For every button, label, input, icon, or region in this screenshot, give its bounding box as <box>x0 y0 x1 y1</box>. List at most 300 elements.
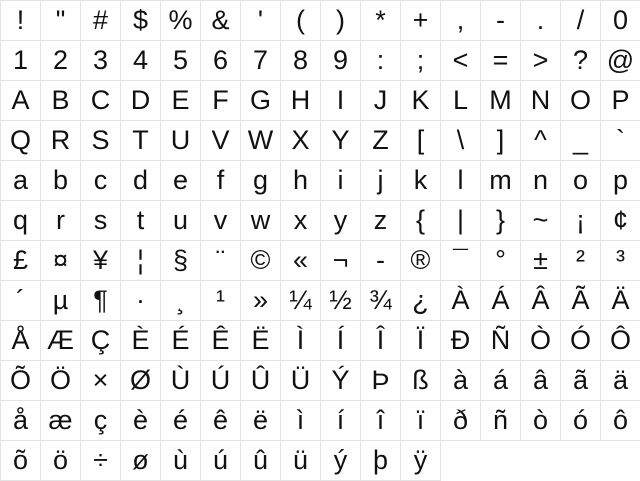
glyph: ² <box>576 245 585 275</box>
glyph-cell[interactable] <box>441 161 481 201</box>
glyph: ö <box>52 445 69 475</box>
glyph: ¢ <box>612 205 629 235</box>
glyph: 0 <box>612 5 629 35</box>
glyph-cell[interactable] <box>401 401 441 441</box>
glyph-cell[interactable] <box>241 281 281 321</box>
glyph: V <box>211 125 230 155</box>
glyph-cell[interactable] <box>481 241 521 281</box>
glyph-cell[interactable] <box>401 281 441 321</box>
glyph-cell[interactable] <box>601 1 640 41</box>
glyph-cell[interactable] <box>561 41 601 81</box>
glyph: Ö <box>49 365 71 395</box>
glyph-cell[interactable] <box>161 41 201 81</box>
glyph-cell[interactable] <box>241 1 281 41</box>
glyph: c <box>93 165 108 195</box>
glyph-cell[interactable] <box>161 1 201 41</box>
glyph: 2 <box>52 45 69 75</box>
glyph: _ <box>572 125 589 155</box>
glyph: * <box>375 5 386 35</box>
glyph-cell[interactable] <box>1 81 41 121</box>
glyph: s <box>93 205 108 235</box>
glyph: ä <box>612 365 629 395</box>
glyph-cell[interactable] <box>481 401 521 441</box>
glyph-cell[interactable] <box>281 321 321 361</box>
glyph: ` <box>616 125 625 155</box>
glyph: Þ <box>371 365 390 395</box>
glyph: ? <box>572 45 589 75</box>
glyph: Ü <box>290 365 311 395</box>
glyph-cell[interactable] <box>441 121 481 161</box>
glyph-cell[interactable] <box>521 241 561 281</box>
glyph-cell[interactable] <box>521 81 561 121</box>
glyph-cell[interactable] <box>121 81 161 121</box>
glyph-cell[interactable] <box>161 241 201 281</box>
glyph-cell[interactable] <box>521 1 561 41</box>
glyph-cell[interactable] <box>321 121 361 161</box>
glyph-cell[interactable] <box>121 281 161 321</box>
glyph: ë <box>252 405 269 435</box>
glyph-cell[interactable] <box>81 441 121 481</box>
glyph-cell[interactable] <box>241 81 281 121</box>
glyph-cell[interactable] <box>161 161 201 201</box>
glyph-cell[interactable] <box>481 81 521 121</box>
glyph-cell[interactable] <box>201 201 241 241</box>
glyph: Î <box>376 325 385 355</box>
glyph-cell[interactable] <box>441 241 481 281</box>
glyph-cell[interactable] <box>521 41 561 81</box>
glyph: ø <box>132 445 149 475</box>
glyph: ô <box>612 405 629 435</box>
glyph-cell[interactable] <box>201 401 241 441</box>
glyph: æ <box>48 405 73 435</box>
glyph-cell[interactable] <box>601 401 640 441</box>
glyph-cell[interactable] <box>321 361 361 401</box>
glyph-cell[interactable] <box>201 41 241 81</box>
glyph: ò <box>532 405 549 435</box>
glyph-cell[interactable] <box>401 361 441 401</box>
glyph: Ã <box>571 285 590 315</box>
glyph-cell[interactable] <box>361 241 401 281</box>
glyph-cell[interactable] <box>281 161 321 201</box>
glyph: ÷ <box>93 445 108 475</box>
glyph: x <box>293 205 308 235</box>
glyph-cell[interactable] <box>121 121 161 161</box>
glyph-cell[interactable] <box>41 81 81 121</box>
glyph: 1 <box>12 45 29 75</box>
glyph-cell[interactable] <box>201 1 241 41</box>
glyph-cell[interactable] <box>401 41 441 81</box>
glyph-cell[interactable] <box>281 441 321 481</box>
glyph-cell[interactable] <box>481 121 521 161</box>
glyph-cell[interactable] <box>521 321 561 361</box>
glyph-cell[interactable] <box>361 361 401 401</box>
glyph: 4 <box>132 45 149 75</box>
glyph-cell[interactable] <box>361 121 401 161</box>
glyph: è <box>132 405 149 435</box>
glyph-cell[interactable] <box>441 361 481 401</box>
glyph-cell[interactable] <box>561 161 601 201</box>
glyph-cell[interactable] <box>401 241 441 281</box>
glyph-cell[interactable] <box>1 241 41 281</box>
glyph-cell[interactable] <box>361 201 401 241</box>
glyph-cell[interactable] <box>601 161 640 201</box>
glyph: 6 <box>212 45 229 75</box>
glyph: z <box>373 205 388 235</box>
glyph: ¥ <box>92 245 109 275</box>
glyph: b <box>52 165 69 195</box>
glyph-cell[interactable] <box>241 41 281 81</box>
glyph-cell[interactable] <box>321 321 361 361</box>
glyph-cell[interactable] <box>601 241 640 281</box>
glyph-cell[interactable] <box>401 121 441 161</box>
glyph-cell[interactable] <box>281 81 321 121</box>
glyph-cell[interactable] <box>561 201 601 241</box>
glyph: M <box>489 85 512 115</box>
glyph-cell[interactable] <box>601 281 640 321</box>
glyph: L <box>452 85 469 115</box>
glyph-cell[interactable] <box>401 201 441 241</box>
glyph-cell[interactable] <box>561 321 601 361</box>
glyph-cell[interactable] <box>281 1 321 41</box>
glyph-cell[interactable] <box>321 201 361 241</box>
glyph-cell[interactable] <box>121 241 161 281</box>
glyph-cell[interactable] <box>1 1 41 41</box>
glyph: U <box>170 125 191 155</box>
glyph: C <box>90 85 111 115</box>
glyph-cell[interactable] <box>121 441 161 481</box>
glyph-cell[interactable] <box>1 41 41 81</box>
glyph: Ò <box>529 325 551 355</box>
glyph-cell[interactable] <box>241 201 281 241</box>
glyph-cell[interactable] <box>521 161 561 201</box>
glyph-cell[interactable] <box>41 41 81 81</box>
glyph-cell[interactable] <box>81 161 121 201</box>
glyph: ¬ <box>332 245 349 275</box>
glyph: + <box>412 5 429 35</box>
glyph-cell[interactable] <box>201 241 241 281</box>
glyph-cell[interactable] <box>241 121 281 161</box>
glyph: Õ <box>9 365 31 395</box>
glyph-cell[interactable] <box>601 121 640 161</box>
glyph-cell[interactable] <box>81 401 121 441</box>
glyph-cell[interactable] <box>41 441 81 481</box>
glyph-cell[interactable] <box>401 1 441 41</box>
glyph: t <box>136 205 145 235</box>
glyph-cell[interactable] <box>121 201 161 241</box>
glyph-cell[interactable] <box>361 1 401 41</box>
glyph-cell[interactable] <box>401 81 441 121</box>
glyph: ; <box>416 45 425 75</box>
glyph-cell[interactable] <box>321 241 361 281</box>
glyph-cell[interactable] <box>241 441 281 481</box>
glyph: 9 <box>332 45 349 75</box>
glyph-cell[interactable] <box>81 41 121 81</box>
glyph: i <box>337 165 344 195</box>
glyph-cell[interactable] <box>201 81 241 121</box>
glyph-cell[interactable] <box>521 361 561 401</box>
glyph-cell[interactable] <box>441 1 481 41</box>
glyph: ½ <box>329 285 352 315</box>
glyph-cell[interactable] <box>361 161 401 201</box>
glyph: j <box>377 165 384 195</box>
glyph-cell[interactable] <box>41 121 81 161</box>
glyph: Ú <box>210 365 231 395</box>
glyph-cell[interactable] <box>81 361 121 401</box>
glyph: 5 <box>172 45 189 75</box>
glyph: â <box>532 365 549 395</box>
glyph-cell[interactable] <box>321 1 361 41</box>
glyph: à <box>452 365 469 395</box>
glyph: q <box>12 205 29 235</box>
glyph: / <box>576 5 585 35</box>
glyph: È <box>131 325 150 355</box>
glyph: ý <box>333 445 348 475</box>
glyph-cell[interactable] <box>121 1 161 41</box>
glyph-cell[interactable] <box>401 161 441 201</box>
glyph: { <box>415 205 426 235</box>
glyph-cell[interactable] <box>1 401 41 441</box>
glyph-cell[interactable] <box>601 81 640 121</box>
glyph-cell[interactable] <box>601 201 640 241</box>
glyph: a <box>12 165 29 195</box>
glyph-cell[interactable] <box>321 161 361 201</box>
glyph-cell[interactable] <box>121 401 161 441</box>
glyph-cell[interactable] <box>1 281 41 321</box>
glyph-cell[interactable] <box>161 121 201 161</box>
glyph-cell[interactable] <box>121 161 161 201</box>
glyph-cell[interactable] <box>321 41 361 81</box>
glyph-cell[interactable] <box>1 441 41 481</box>
glyph-cell[interactable] <box>161 401 201 441</box>
glyph-cell[interactable] <box>361 81 401 121</box>
glyph: ¶ <box>93 285 108 315</box>
glyph-cell[interactable] <box>241 321 281 361</box>
glyph-cell[interactable] <box>81 1 121 41</box>
glyph-cell[interactable] <box>281 361 321 401</box>
glyph: ^ <box>534 125 547 155</box>
glyph-cell[interactable] <box>1 321 41 361</box>
glyph-cell[interactable] <box>481 161 521 201</box>
glyph: ¼ <box>289 285 312 315</box>
glyph: - <box>496 5 505 35</box>
glyph-cell[interactable] <box>41 201 81 241</box>
glyph-cell[interactable] <box>441 81 481 121</box>
glyph-cell[interactable] <box>321 441 361 481</box>
glyph: Á <box>491 285 510 315</box>
glyph-cell[interactable] <box>481 41 521 81</box>
glyph: K <box>411 85 430 115</box>
glyph: w <box>250 205 271 235</box>
glyph-cell[interactable] <box>441 201 481 241</box>
glyph-cell[interactable] <box>601 361 640 401</box>
glyph: µ <box>52 285 69 315</box>
glyph-cell[interactable] <box>41 1 81 41</box>
glyph-cell[interactable] <box>201 121 241 161</box>
glyph-cell[interactable] <box>241 241 281 281</box>
glyph-cell[interactable] <box>281 41 321 81</box>
glyph: £ <box>12 245 29 275</box>
glyph: Ì <box>296 325 305 355</box>
glyph-cell[interactable] <box>321 81 361 121</box>
glyph-cell[interactable] <box>41 321 81 361</box>
glyph-cell[interactable] <box>81 241 121 281</box>
glyph: d <box>132 165 149 195</box>
glyph: r <box>56 205 65 235</box>
glyph: · <box>136 285 145 315</box>
glyph: p <box>612 165 629 195</box>
glyph-cell[interactable] <box>521 401 561 441</box>
glyph: H <box>290 85 311 115</box>
glyph-cell[interactable] <box>201 361 241 401</box>
glyph-cell[interactable] <box>41 361 81 401</box>
glyph-cell[interactable] <box>521 281 561 321</box>
glyph-cell[interactable] <box>201 161 241 201</box>
glyph: X <box>291 125 310 155</box>
glyph-cell[interactable] <box>81 281 121 321</box>
glyph-cell[interactable] <box>41 281 81 321</box>
glyph-cell[interactable] <box>561 121 601 161</box>
glyph: ¡ <box>576 205 585 235</box>
glyph: » <box>252 285 269 315</box>
glyph: ¾ <box>369 285 392 315</box>
glyph-cell[interactable] <box>321 281 361 321</box>
glyph-cell[interactable] <box>481 281 521 321</box>
glyph: % <box>168 5 193 35</box>
glyph: û <box>252 445 269 475</box>
glyph-cell[interactable] <box>361 321 401 361</box>
glyph: m <box>489 165 512 195</box>
glyph-cell[interactable] <box>561 241 601 281</box>
glyph: S <box>91 125 110 155</box>
glyph: : <box>376 45 385 75</box>
glyph-cell[interactable] <box>41 401 81 441</box>
glyph-cell[interactable] <box>281 241 321 281</box>
glyph-cell[interactable] <box>161 81 201 121</box>
glyph-cell[interactable] <box>561 281 601 321</box>
glyph-cell[interactable] <box>281 401 321 441</box>
glyph: O <box>569 85 591 115</box>
glyph-cell[interactable] <box>121 321 161 361</box>
glyph: ~ <box>532 205 549 235</box>
glyph-cell[interactable] <box>401 441 441 481</box>
glyph-cell[interactable] <box>521 121 561 161</box>
glyph-cell[interactable] <box>201 441 241 481</box>
glyph: ´ <box>16 285 25 315</box>
glyph: $ <box>132 5 149 35</box>
glyph: ú <box>212 445 229 475</box>
glyph-cell[interactable] <box>441 41 481 81</box>
glyph: e <box>172 165 189 195</box>
glyph-cell[interactable] <box>361 401 401 441</box>
glyph: Ê <box>211 325 230 355</box>
glyph-cell[interactable] <box>241 401 281 441</box>
glyph-cell[interactable] <box>41 241 81 281</box>
glyph-cell[interactable] <box>361 281 401 321</box>
glyph-cell[interactable] <box>1 201 41 241</box>
glyph-cell[interactable] <box>161 321 201 361</box>
glyph-cell[interactable] <box>281 121 321 161</box>
glyph: I <box>336 85 345 115</box>
glyph-cell[interactable] <box>241 161 281 201</box>
glyph-cell[interactable] <box>81 121 121 161</box>
glyph: Z <box>372 125 389 155</box>
glyph-cell[interactable] <box>561 401 601 441</box>
glyph-cell[interactable] <box>161 281 201 321</box>
glyph-cell[interactable] <box>521 201 561 241</box>
glyph: 3 <box>92 45 109 75</box>
glyph: Ç <box>90 325 111 355</box>
glyph: < <box>452 45 469 75</box>
glyph: í <box>336 405 345 435</box>
glyph: ° <box>495 245 506 275</box>
glyph-cell[interactable] <box>401 321 441 361</box>
glyph-cell[interactable] <box>161 201 201 241</box>
glyph-cell[interactable] <box>121 41 161 81</box>
glyph-cell[interactable] <box>281 281 321 321</box>
glyph: × <box>92 365 109 395</box>
glyph: ' <box>257 5 264 35</box>
glyph: ì <box>296 405 305 435</box>
glyph: Ð <box>450 325 471 355</box>
glyph-cell[interactable] <box>561 1 601 41</box>
glyph-cell[interactable] <box>481 1 521 41</box>
glyph-cell[interactable] <box>361 441 401 481</box>
glyph-cell[interactable] <box>441 401 481 441</box>
glyph-cell[interactable] <box>201 321 241 361</box>
glyph-cell[interactable] <box>241 361 281 401</box>
glyph-cell[interactable] <box>481 201 521 241</box>
glyph-cell[interactable] <box>601 321 640 361</box>
glyph-cell[interactable] <box>81 321 121 361</box>
glyph-cell[interactable] <box>441 321 481 361</box>
glyph-cell[interactable] <box>1 121 41 161</box>
glyph: ï <box>416 405 425 435</box>
glyph: À <box>451 285 470 315</box>
glyph-cell[interactable] <box>1 161 41 201</box>
glyph: õ <box>12 445 29 475</box>
glyph-cell[interactable] <box>481 321 521 361</box>
glyph-cell[interactable] <box>1 361 41 401</box>
glyph-cell[interactable] <box>161 361 201 401</box>
glyph: ñ <box>492 405 509 435</box>
glyph-cell[interactable] <box>201 281 241 321</box>
glyph: ¿ <box>412 285 429 315</box>
glyph: ð <box>452 405 469 435</box>
glyph-cell[interactable] <box>41 161 81 201</box>
glyph: A <box>11 85 30 115</box>
glyph-cell[interactable] <box>481 361 521 401</box>
glyph-cell[interactable] <box>81 81 121 121</box>
glyph: v <box>213 205 228 235</box>
glyph-cell[interactable] <box>561 81 601 121</box>
glyph-cell[interactable] <box>601 41 640 81</box>
glyph: G <box>249 85 271 115</box>
glyph-cell[interactable] <box>81 201 121 241</box>
glyph-cell[interactable] <box>161 441 201 481</box>
glyph-cell[interactable] <box>281 201 321 241</box>
glyph-cell[interactable] <box>121 361 161 401</box>
glyph-cell[interactable] <box>441 281 481 321</box>
glyph-cell[interactable] <box>561 361 601 401</box>
glyph: y <box>333 205 348 235</box>
glyph: h <box>292 165 309 195</box>
glyph-cell[interactable] <box>361 41 401 81</box>
glyph: ¦ <box>136 245 144 275</box>
glyph: & <box>211 5 230 35</box>
glyph: W <box>247 125 274 155</box>
glyph: ! <box>16 5 25 35</box>
glyph-cell[interactable] <box>321 401 361 441</box>
